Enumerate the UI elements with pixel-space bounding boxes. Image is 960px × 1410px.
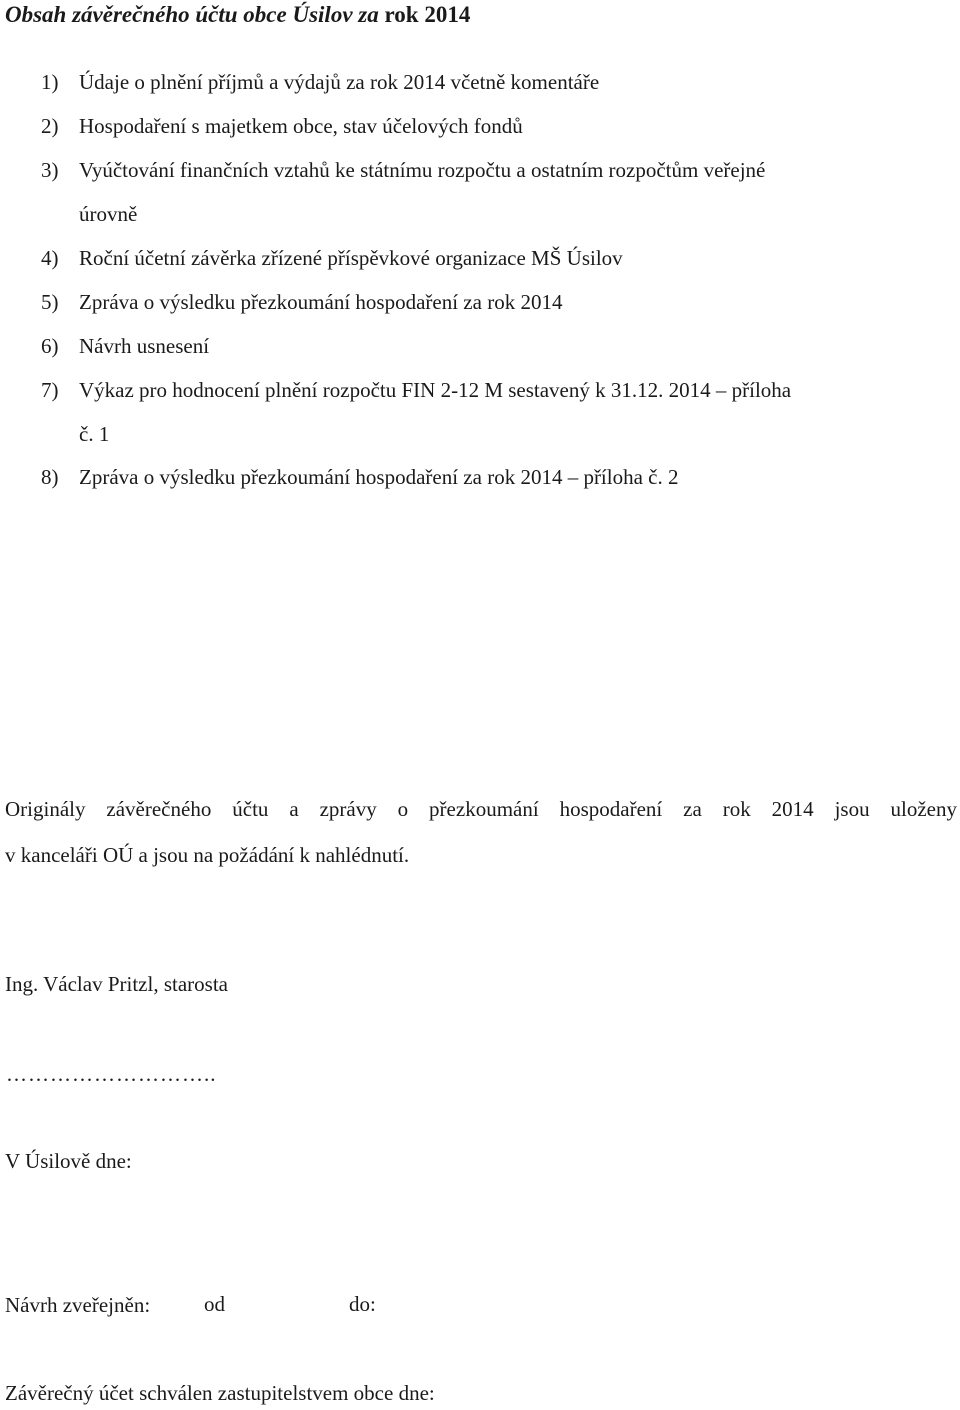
- list-item-text: Zpráva o výsledku přezkoumání hospodaření za rok 2014 – příloha č. 2: [79, 465, 679, 489]
- list-item-number: 5): [41, 290, 59, 314]
- list-item-number: 1): [41, 70, 59, 94]
- list-item-text: Vyúčtování finančních vztahů ke státnímu rozpočtu a ostatním rozpočtům veřejné: [79, 158, 766, 182]
- list-item: [41, 245, 623, 271]
- published-to-label: do:: [349, 1292, 376, 1316]
- list-item: [41, 113, 523, 139]
- list-item: [41, 289, 562, 315]
- list-item: [41, 333, 209, 359]
- list-item-text: Návrh usnesení: [79, 334, 210, 358]
- list-item-number: 3): [41, 158, 59, 182]
- signatory-name: Ing. Václav Pritzl, starosta: [5, 972, 228, 996]
- signature-line: ………………………..: [6, 1062, 217, 1086]
- place-date-label: V Úsilově dne:: [5, 1149, 132, 1173]
- storage-note-line-1: Originály závěrečného účtu a zprávy o přezkoumání hospodaření za rok 2014 jsou uloženy: [5, 797, 957, 821]
- title-year-part: rok 2014: [384, 2, 471, 27]
- published-from-label: od: [204, 1292, 225, 1316]
- list-item-text: Zpráva o výsledku přezkoumání hospodaření za rok 2014: [79, 290, 563, 314]
- list-item-text: Hospodaření s majetkem obce, stav účelových fondů: [79, 114, 523, 138]
- list-item-number: 8): [41, 465, 59, 489]
- list-item: [41, 69, 599, 95]
- storage-note-line-2: v kanceláři OÚ a jsou na požádání k nahlédnutí.: [5, 843, 410, 867]
- list-item-text: Roční účetní závěrka zřízené příspěvkové organizace MŠ Úsilov: [79, 246, 623, 270]
- list-item-number: 2): [41, 114, 59, 138]
- list-item: [41, 464, 679, 490]
- list-item-text: Výkaz pro hodnocení plnění rozpočtu FIN 2-12 M sestavený k 31.12. 2014 – příloha: [79, 378, 792, 402]
- list-item: [41, 377, 791, 403]
- list-item-number: 4): [41, 246, 59, 270]
- list-item-continuation: č. 1: [79, 422, 110, 446]
- title-italic-part: Obsah závěrečného účtu obce Úsilov za: [5, 2, 379, 27]
- published-label: Návrh zveřejněn:: [5, 1293, 151, 1317]
- list-item-continuation: úrovně: [79, 202, 138, 226]
- list-item-number: 6): [41, 334, 59, 358]
- list-item: [41, 157, 765, 183]
- list-item-number: 7): [41, 378, 59, 402]
- list-item-text: Údaje o plnění příjmů a výdajů za rok 2014 včetně komentáře: [79, 70, 600, 94]
- document-title: [5, 2, 470, 28]
- approval-label: Závěrečný účet schválen zastupitelstvem obce dne:: [5, 1381, 435, 1405]
